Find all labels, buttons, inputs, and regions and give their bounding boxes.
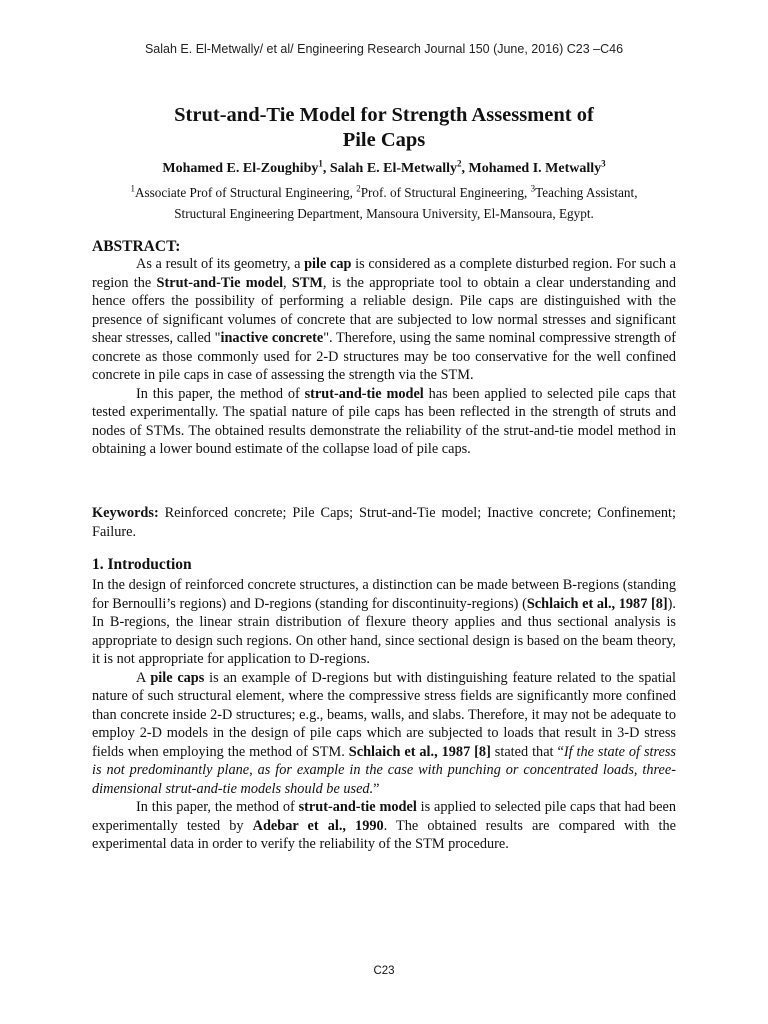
running-head: Salah E. El-Metwally/ et al/ Engineering Research Journal 150 (June, 2016) C23 –C46 bbox=[144, 42, 624, 56]
bold-term: pile cap bbox=[304, 256, 352, 272]
text-run: , bbox=[283, 274, 292, 291]
author-separator: , bbox=[461, 161, 469, 176]
author-3-affil: 3 bbox=[601, 158, 606, 169]
text-run: In the design of reinforced concrete structures, a distinction can be made between B-regions (standing for Bernoulli’s regions) and D-regions (standing for discontinuity-regions) ( bbox=[92, 577, 676, 612]
text-run: . The obtained results are compared with the experimental data in order to verify the reliability of the STM procedure. bbox=[92, 817, 676, 852]
page-number: C23 bbox=[373, 965, 395, 977]
keywords-text: Reinforced concrete; Pile Caps; Strut-and-Tie model; Inactive concrete; Confinement; Failure. bbox=[92, 505, 676, 540]
keywords bbox=[92, 504, 676, 541]
affil-text: Associate Prof of Structural Engineering, bbox=[134, 185, 357, 200]
abstract-heading: ABSTRACT: bbox=[92, 238, 181, 255]
author-1: Mohamed E. El-Zoughiby bbox=[162, 161, 319, 176]
text-run: In this paper, the method of bbox=[136, 799, 299, 815]
affil-mark: 2 bbox=[356, 183, 361, 194]
title-line-2: Pile Caps bbox=[342, 129, 426, 151]
bold-term: strut-and-tie model bbox=[298, 799, 417, 815]
citation: Schlaich et al., 1987 [8] bbox=[526, 595, 668, 612]
bold-term: STM bbox=[291, 274, 323, 291]
text-run: ". Therefore, using the same nominal compressive strength of concrete as those commonly used for 2-D structures may be too conservative for the well confined concrete in pile caps in case of assessing the strength via the STM. bbox=[92, 330, 676, 383]
bold-term: inactive concrete bbox=[220, 330, 324, 346]
citation: Adebar et al., 1990 bbox=[252, 817, 384, 834]
text-run: has been applied to selected pile caps that tested experimentally. The spatial nature of pile caps has been reflected in the strength of struts and nodes of STMs. The obtained results demonstrate the reliability of the strut-and-tie model method in obtaining a lower bound estimate of the collapse load of pile caps. bbox=[92, 385, 677, 457]
intro-paragraph-1 bbox=[92, 576, 676, 669]
affil-text: Teaching Assistant, bbox=[535, 185, 638, 200]
abstract-body bbox=[92, 255, 676, 459]
author-2: Salah E. El-Metwally bbox=[329, 161, 458, 176]
bold-term: Strut-and-Tie model bbox=[156, 274, 284, 291]
text-run: As a result of its geometry, a bbox=[136, 256, 305, 272]
title-line-1: Strut-and-Tie Model for Strength Assessment of bbox=[174, 104, 594, 126]
text-run: , is the appropriate tool to obtain a clear understanding and hence offers the possibility of performing a reliable design. Pile caps are distinguished with the presence of significant volumes of concrete that are subjected to low normal stresses and significant shear stresses, called " bbox=[92, 274, 676, 346]
bold-term: pile caps bbox=[150, 669, 205, 686]
keywords-label: Keywords: bbox=[92, 505, 159, 521]
author-1-affil: 1 bbox=[318, 158, 323, 169]
bold-term: strut-and-tie model bbox=[304, 385, 424, 402]
abstract-paragraph-2 bbox=[92, 385, 676, 459]
affiliation-line-2: Structural Engineering Department, Mansoura University, El-Mansoura, Egypt. bbox=[174, 206, 594, 221]
citation: Schlaich et al., 1987 [8] bbox=[348, 743, 491, 760]
intro-paragraph-2 bbox=[92, 669, 676, 799]
paper-title bbox=[90, 103, 678, 153]
author-2-affil: 2 bbox=[457, 158, 462, 169]
intro-paragraph-3 bbox=[92, 798, 676, 854]
affil-mark: 3 bbox=[530, 183, 536, 194]
text-run: is applied to selected pile caps that had been experimentally tested by bbox=[92, 799, 676, 834]
text-run: In this paper, the method of bbox=[136, 385, 305, 402]
section-heading-introduction: 1. Introduction bbox=[92, 556, 192, 573]
affil-text: Prof. of Structural Engineering, bbox=[360, 185, 531, 200]
author-list bbox=[60, 160, 708, 178]
author-separator: , bbox=[322, 161, 330, 176]
text-run: ” bbox=[373, 780, 380, 797]
affiliations bbox=[60, 182, 708, 224]
author-3: Mohamed I. Metwally bbox=[468, 161, 602, 176]
affiliation-line-1 bbox=[60, 182, 708, 203]
abstract-paragraph-1 bbox=[92, 255, 676, 385]
text-run: A bbox=[136, 669, 151, 686]
text-run: stated that “ bbox=[490, 743, 564, 760]
text-run: ). In B-regions, the linear strain distribution of flexure theory applies and thus sectional analysis is appropriate to design such regions. On other hand, since sectional design is based on the beam theory, it is not appropriate for application to D-regions. bbox=[92, 595, 676, 667]
introduction-body bbox=[92, 576, 676, 854]
quotation: If the state of stress is not predominantly plane, as for example in the case with punching or concentrated loads, three-dimensional strut-and-tie models should be used. bbox=[92, 743, 676, 797]
text-run: is considered as a complete disturbed region. For such a region the bbox=[92, 256, 676, 291]
affil-mark: 1 bbox=[130, 183, 135, 194]
text-run: is an example of D-regions but with distinguishing feature related to the spatial nature of such structural element, where the compressive stress fields are significantly more confined than concrete inside 2-D structures; e.g., beams, walls, and slabs. Therefore, it may not be adequate to employ 2-D models in the design of pile caps which are subjected to loads that result in 3-D stress fields when employing the method of STM. bbox=[92, 669, 676, 760]
